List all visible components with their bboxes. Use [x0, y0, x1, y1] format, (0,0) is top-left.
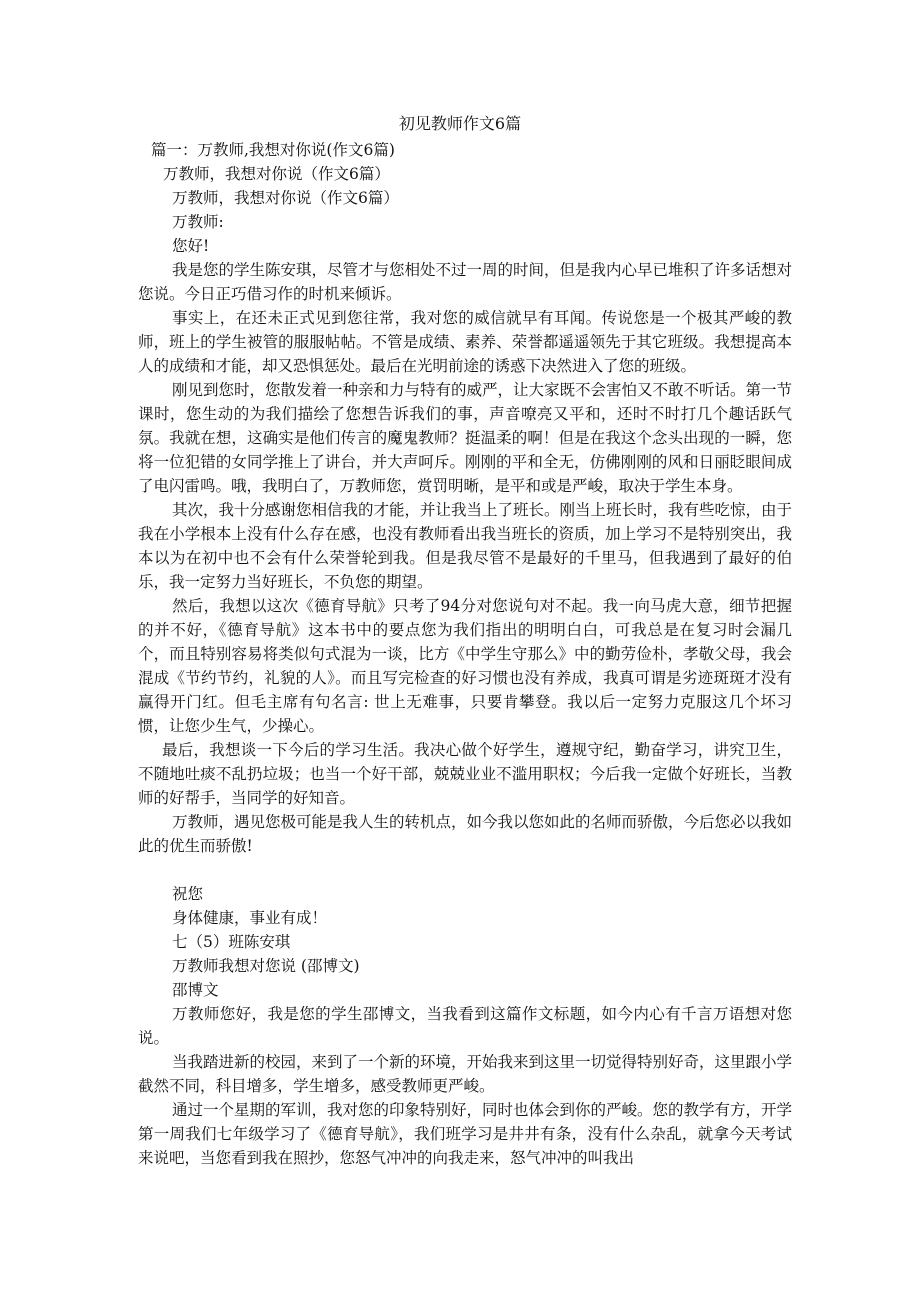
heading-essay-title-repeat: 万教师，我想对你说（作文6篇）	[172, 189, 399, 207]
paragraph: 通过一个星期的军训，我对您的印象特别好，同时也体会到你的严峻。您的教学有方，开学第一周我们七年级学习了《德育导航》，我们班学习是井井有条，没有什么杂乱，就拿今天考试来说吧，当您看到我在照抄，您怒气冲冲的向我走来，怒气冲冲的叫我出	[138, 1101, 793, 1167]
paragraph: 刚见到您时，您散发着一种亲和力与特有的威严，让大家既不会害怕又不敢不听话。第一节课时，您生动的为我们描绘了您想告诉我们的事，声音嘹亮又平和，还时不时打几个趣话跃气氛。我就在想，这确实是他们传言的魔鬼教师？挺温柔的啊！但是在我这个念头出现的一瞬，您将一位犯错的女同学推上了讲台，并大声呵斥。刚刚的平和全无，仿佛刚刚的风和日丽眨眼间成了电闪雷鸣。哦，我明白了，万教师您，赏罚明晰，是平和或是严峻，取决于学生本身。	[138, 381, 793, 495]
essay-two-body	[138, 1002, 792, 1170]
letter-greeting: 您好!	[172, 237, 210, 255]
heading-part-one: 篇一：万教师,我想对你说(作文6篇)	[151, 141, 395, 159]
closing-wish: 祝您	[172, 885, 204, 903]
document-title: 初见教师作文6篇	[398, 114, 522, 133]
paragraph: 我是您的学生陈安琪，尽管才与您相处不过一周的时间，但是我内心早已堆积了许多话想对您说。今日正巧借习作的时机来倾诉。	[138, 261, 793, 303]
essay-two-title: 万教师我想对您说 (邵博文)	[172, 957, 360, 975]
letter-salutation: 万教师:	[172, 213, 224, 231]
letter-signature: 七（5）班陈安琪	[172, 933, 291, 951]
paragraph: 当我踏进新的校园，来到了一个新的环境，开始我来到这里一切觉得特别好奇，这里跟小学截然不同，科目增多，学生增多，感受教师更严峻。	[138, 1053, 793, 1095]
paragraph: 其次，我十分感谢您相信我的才能，并让我当上了班长。刚当上班长时，我有些吃惊，由于我在小学根本上没有什么存在感，也没有教师看出我当班长的资质，加上学习不是特别突出，我本以为在初中也不会有什么荣誉轮到我。但是我尽管不是最好的千里马，但我遇到了最好的伯乐，我一定努力当好班长，不负您的期望。	[138, 501, 793, 591]
paragraph: 事实上，在还未正式见到您往常，我对您的威信就早有耳闻。传说您是一个极其严峻的教师，班上的学生被管的服服帖帖。不管是成绩、素养、荣誉都遥遥领先于其它班级。我想提高本人的成绩和才能，却又恐惧惩处。最后在光明前途的诱惑下决然进入了您的班级。	[138, 309, 792, 375]
heading-essay-title: 万教师，我想对你说（作文6篇）	[163, 165, 390, 183]
closing-blessing: 身体健康，事业有成！	[172, 909, 328, 927]
paragraph: 最后，我想谈一下今后的学习生活。我决心做个好学生，遵规守纪，勤奋学习，讲究卫生，不随地吐痰不乱扔垃圾；也当一个好干部，兢兢业业不滥用职权；今后我一定做个好班长，当教师的好帮手，当同学的好知音。	[138, 741, 792, 807]
letter-body	[138, 258, 792, 858]
paragraph: 万教师您好，我是您的学生邵博文，当我看到这篇作文标题，如今内心有千言万语想对您说。	[138, 1005, 792, 1047]
paragraph: 万教师，遇见您极可能是我人生的转机点，如今我以您如此的名师而骄傲，今后您必以我如此的优生而骄傲!	[138, 813, 793, 855]
paragraph: 然后，我想以这次《德育导航》只考了94分对您说句对不起。我一向马虎大意，细节把握的并不好，《德育导航》这本书中的要点您为我们指出的明明白白，可我总是在复习时会漏几个，而且特别容易将类似句式混为一谈，比方《中学生守那么》中的勤劳俭朴，孝敬父母，我会混成《节约节约，礼貌的人》。而且写完检查的好习惯也没有养成，我真可谓是劣迹斑斑才没有赢得开门红。但毛主席有句名言: 世上无难事，只要肯攀登。我以后一定努力克服这几个坏习惯，让您少生气，少操心。	[138, 597, 792, 735]
essay-two-author: 邵博文	[172, 981, 219, 999]
